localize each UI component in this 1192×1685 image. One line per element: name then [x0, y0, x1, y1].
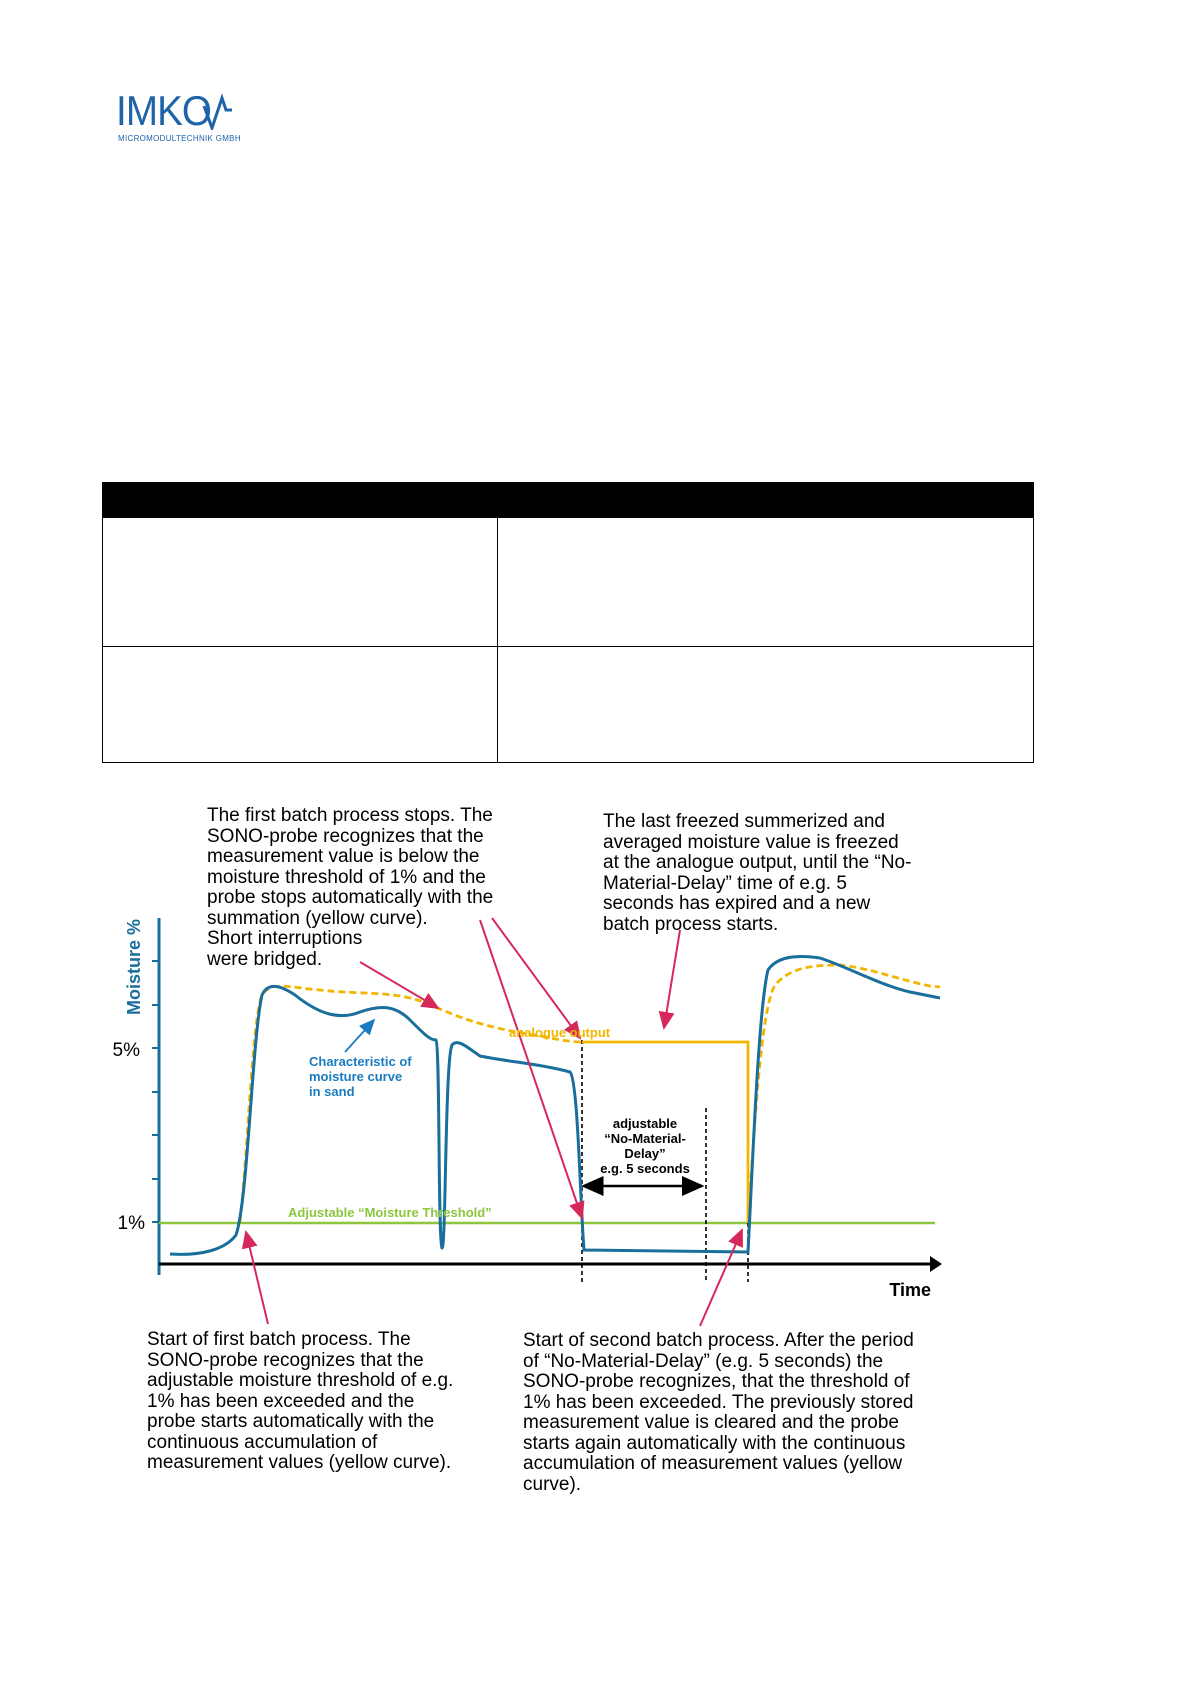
moisture-curve: [170, 956, 940, 1254]
characteristic-label: Characteristic of moisture curve in sand: [309, 1054, 412, 1099]
analogue-output-curve-2: [748, 965, 940, 1222]
threshold-label: Adjustable “Moisture Threshold”: [288, 1205, 492, 1220]
annotation-start-first: Start of first batch process. The SONO-probe recognizes that the adjustable moisture threshold of e.g. 1% has been exceeded and the probe starts automatically with the continuous accumulation of measurement values (yellow curve).: [147, 1329, 454, 1473]
y-tick-label-5: 5%: [112, 1040, 140, 1061]
y-axis-label: Moisture %: [124, 918, 144, 1015]
analogue-output-label: analogue output: [509, 1025, 611, 1040]
annotation-start-second: Start of second batch process. After the period of “No-Material-Delay” (e.g. 5 seconds) the SONO-probe recognizes, that the threshold of 1% has been exceeded. The previously stored measurement value is cleared and the probe starts again automatically with the continuous accumulation of measurement values (yellow curve).: [523, 1330, 914, 1495]
logo-subtitle: MICROMODULTECHNIK GMBH: [118, 134, 241, 143]
delay-label: adjustable “No-Material- Delay” e.g. 5 seconds: [600, 1116, 690, 1176]
annotation-last-freezed: The last freezed summerized and averaged moisture value is freezed at the analogue output, until the “No- Material-Delay” time of e.g. 5 seconds has expired and a new batch process starts.: [603, 811, 912, 935]
logo-wordmark: IMKO: [116, 87, 212, 134]
x-axis-label: Time: [889, 1280, 931, 1300]
y-tick-label-1: 1%: [117, 1213, 145, 1234]
annotation-first-batch-stops: The first batch process stops. The SONO-probe recognizes that the measurement value is below the moisture threshold of 1% and the probe stops automatically with the summation (yellow curve). Short interruptions were bridged.: [207, 805, 494, 970]
x-axis-arrowhead: [930, 1256, 942, 1272]
characteristic-arrow: [345, 1020, 374, 1052]
